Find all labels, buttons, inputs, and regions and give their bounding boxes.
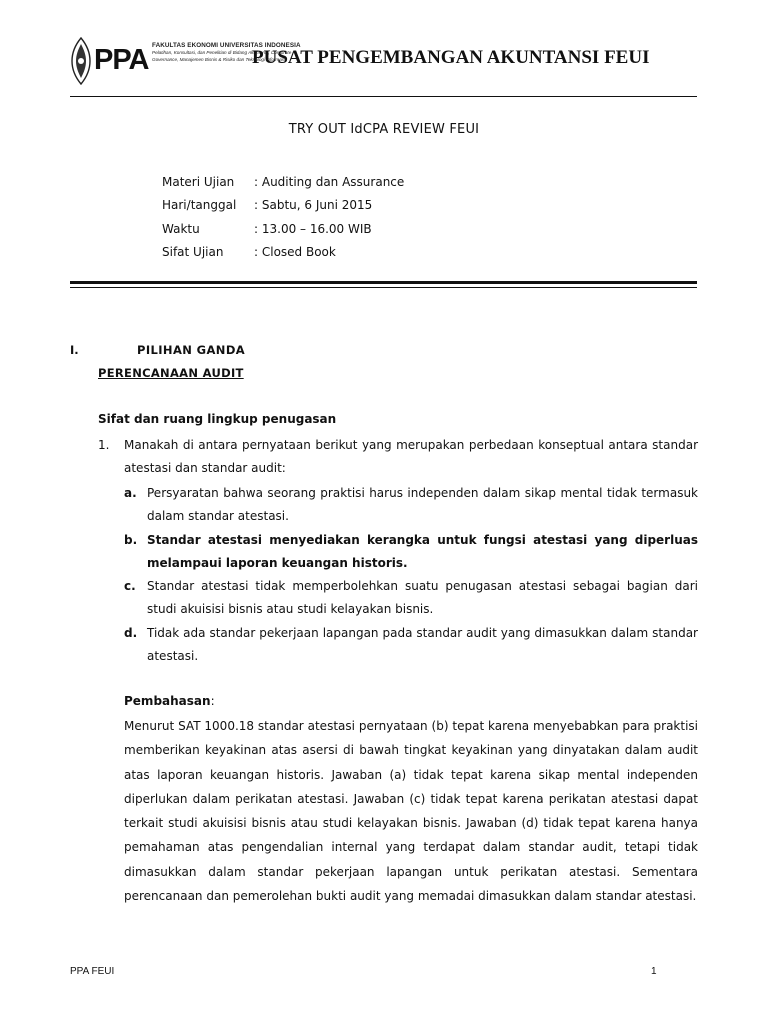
choice-b (124, 529, 698, 576)
info-row (162, 171, 404, 194)
choice-letter: a. (124, 486, 137, 500)
header-title: PUSAT PENGEMBANGAN AKUNTANSI FEUI (252, 47, 650, 68)
question-number: 1. (98, 438, 110, 452)
exam-title: TRY OUT IdCPA REVIEW FEUI (288, 122, 480, 137)
logo-tagline-1: Pelatihan, Konsultasi, dan Penelitian di Bidang Akuntansi, Corporate (152, 50, 292, 55)
question-1 (98, 434, 698, 481)
choice-a (124, 482, 698, 529)
footer-label: PPA FEUI (70, 966, 115, 977)
info-value: : 13.00 – 16.00 WIB (254, 221, 372, 236)
choice-letter: c. (124, 579, 136, 594)
info-row (162, 194, 404, 217)
choice-text: Standar atestasi tidak memperbolehkan suatu penugasan atestasi sebagai bagian dari studi akuisisi bisnis atau studi kelayakan bisnis. (147, 579, 698, 617)
ppa-logo (70, 36, 301, 88)
choice-letter: b. (124, 532, 138, 547)
university-seal-icon (70, 36, 92, 86)
question-text: Manakah di antara pernyataan berikut yang merupakan perbedaan konseptual antara standar atestasi dan standar audit: (124, 438, 698, 476)
discussion-colon: : (210, 694, 215, 708)
logo-faculty-line: FAKULTAS EKONOMI UNIVERSITAS INDONESIA (152, 42, 301, 49)
info-label: Waktu (162, 221, 200, 236)
info-label: Materi Ujian (162, 175, 235, 189)
section-divider-thick (70, 281, 697, 284)
topic-heading: Sifat dan ruang lingkup penugasan (98, 412, 337, 426)
choice-c (124, 575, 698, 622)
section-number: I. (70, 343, 79, 357)
logo-mark: PPA (94, 44, 149, 76)
discussion-label: Pembahasan (124, 694, 211, 708)
question-row (98, 434, 698, 481)
choice-letter: d. (124, 625, 138, 640)
info-value: : Closed Book (254, 244, 336, 259)
logo-tagline-2: Governance, Manajemen Bisnis & Risiko dan Teknologi Informasi (152, 57, 286, 62)
info-row (162, 241, 404, 264)
subsection-title: PERENCANAAN AUDIT (98, 366, 244, 380)
choice-text: Standar atestasi menyediakan kerangka untuk fungsi atestasi yang diperluas melampaui laporan keuangan historis. (147, 532, 698, 570)
answer-choices (124, 482, 698, 668)
choice-text: Tidak ada standar pekerjaan lapangan pada standar audit yang dimasukkan dalam standar atestasi. (147, 625, 698, 664)
info-value: : Auditing dan Assurance (254, 175, 405, 189)
discussion-text: Menurut SAT 1000.18 standar atestasi pernyataan (b) tepat karena menyebabkan para praktisi memberikan keyakinan atas asersi di bawah tingkat keyakinan yang dinyatakan dalam audit atas laporan keuangan historis. Jawaban (a) tidak tepat karena sikap mental independen diperlukan dalam perikatan atestasi. Jawaban (c) tidak tepat karena perikatan atestasi dapat terkait studi akuisisi bisnis atau studi kelayakan bisnis. Jawaban (d) tidak tepat karena hanya pemahaman atas pengendalian internal yang terdapat dalam standar audit, tetapi tidak dimasukkan dalam standar pekerjaan lapangan untuk perikatan atestasi. Sementara perencanaan dan pemerolehan bukti audit yang memadai dimasukkan dalam standar atestasi. (124, 719, 698, 904)
page-number: 1 (651, 966, 657, 977)
choice-text: Persyaratan bahwa seorang praktisi harus independen dalam sikap mental tidak termasuk dalam standar atestasi. (147, 486, 698, 524)
info-value: : Sabtu, 6 Juni 2015 (254, 198, 373, 213)
header-divider (70, 96, 697, 97)
info-label: Hari/tanggal (162, 198, 237, 213)
section-divider-thin (70, 287, 697, 288)
info-row (162, 218, 404, 241)
choice-d (124, 622, 698, 669)
exam-info (162, 171, 404, 264)
discussion-heading (124, 694, 215, 708)
section-title: PILIHAN GANDA (137, 343, 246, 357)
info-label: Sifat Ujian (162, 244, 224, 259)
